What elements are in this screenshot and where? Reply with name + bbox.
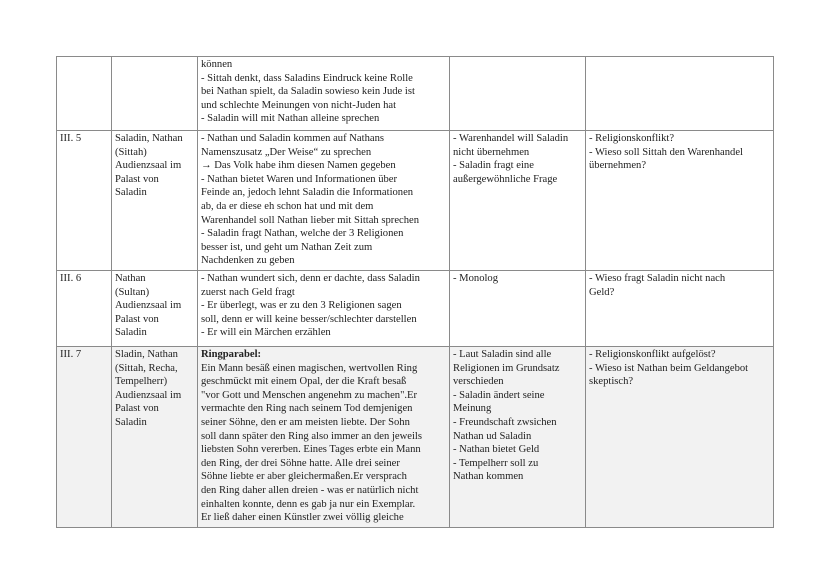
characters-cell <box>112 57 198 131</box>
notes-cell: - Monolog <box>450 271 586 347</box>
act-cell: III. 6 <box>57 271 112 347</box>
act-cell: III. 5 <box>57 131 112 271</box>
table-row <box>57 131 774 271</box>
act-cell <box>57 57 112 131</box>
questions-cell: - Religionskonflikt aufgelöst? - Wieso ist Nathan beim Geldangebot skeptisch? <box>586 347 774 528</box>
ringparabel-heading: Ringparabel: <box>201 349 262 360</box>
table-row <box>57 347 774 528</box>
content-cell: Ringparabel: Ein Mann besäß einen magischen, wertvollen Ring geschmückt mit einem Opal, der die Kraft besaß "vor Gott und Menschen angenehm zu machen".Er vermachte den Ring nach seinem Tod demjenigen seiner Söhne, den er am meisten liebte. Der Sohn soll dann später den Ring also immer an den jeweils liebsten Sohn vererben. Eines Tages erbte ein Mann den Ring, der drei Söhne hatte. Alle drei seiner Söhne liebte er aber gleichermaßen.Er versprach den Ring daher allen dreien - was er natürlich nicht einhalten konnte, denn es gab ja nur ein Exemplar. Er ließ daher einen Künstler zwei völlig gleiche <box>198 347 450 528</box>
act-cell: III. 7 <box>57 347 112 528</box>
questions-cell: - Religionskonflikt? - Wieso soll Sittah den Warenhandel übernehmen? <box>586 131 774 271</box>
questions-cell: - Wieso fragt Saladin nicht nach Geld? <box>586 271 774 347</box>
notes-cell: - Laut Saladin sind alle Religionen im Grundsatz verschieden - Saladin ändert seine Meinung - Freundschaft zwsichen Nathan ud Saladin - Nathan bietet Geld - Tempelherr soll zu Nathan kommen <box>450 347 586 528</box>
notes-cell <box>450 57 586 131</box>
content-cell: - Nathan und Saladin kommen auf Nathans Namenszusatz „Der Weise“ zu sprechen → Das Volk habe ihm diesen Namen gegeben - Nathan bietet Waren und Informationen über Feinde an, jedoch lehnt Saladin die Informationen ab, da er diese eh schon hat und mit dem Warenhandel soll Nathan lieber mit Sittah sprechen - Saladin fragt Nathan, welche der 3 Religionen besser ist, und geht um Nathan Zeit zum Nachdenken zu geben <box>198 131 450 271</box>
questions-cell <box>586 57 774 131</box>
characters-cell: Sladin, Nathan (Sittah, Recha, Tempelherr) Audienzsaal im Palast von Saladin <box>112 347 198 528</box>
content-cell: - Nathan wundert sich, denn er dachte, dass Saladin zuerst nach Geld fragt - Er überlegt, was er zu den 3 Religionen sagen soll, denn er will keine besser/schlechter darstellen - Er will ein Märchen erzählen <box>198 271 450 347</box>
table-row <box>57 271 774 347</box>
notes-cell: - Warenhandel will Saladin nicht übernehmen - Saladin fragt eine außergewöhnliche Frage <box>450 131 586 271</box>
table-row <box>57 57 774 131</box>
characters-cell: Saladin, Nathan (Sittah) Audienzsaal im Palast von Saladin <box>112 131 198 271</box>
table-body <box>57 57 774 528</box>
content-cell: können - Sittah denkt, dass Saladins Eindruck keine Rolle bei Nathan spielt, da Saladin sowieso kein Jude ist und schlechte Meinungen von nicht-Juden hat - Saladin will mit Nathan alleine sprechen <box>198 57 450 131</box>
characters-cell: Nathan (Sultan) Audienzsaal im Palast von Saladin <box>112 271 198 347</box>
scene-analysis-table <box>56 56 774 528</box>
